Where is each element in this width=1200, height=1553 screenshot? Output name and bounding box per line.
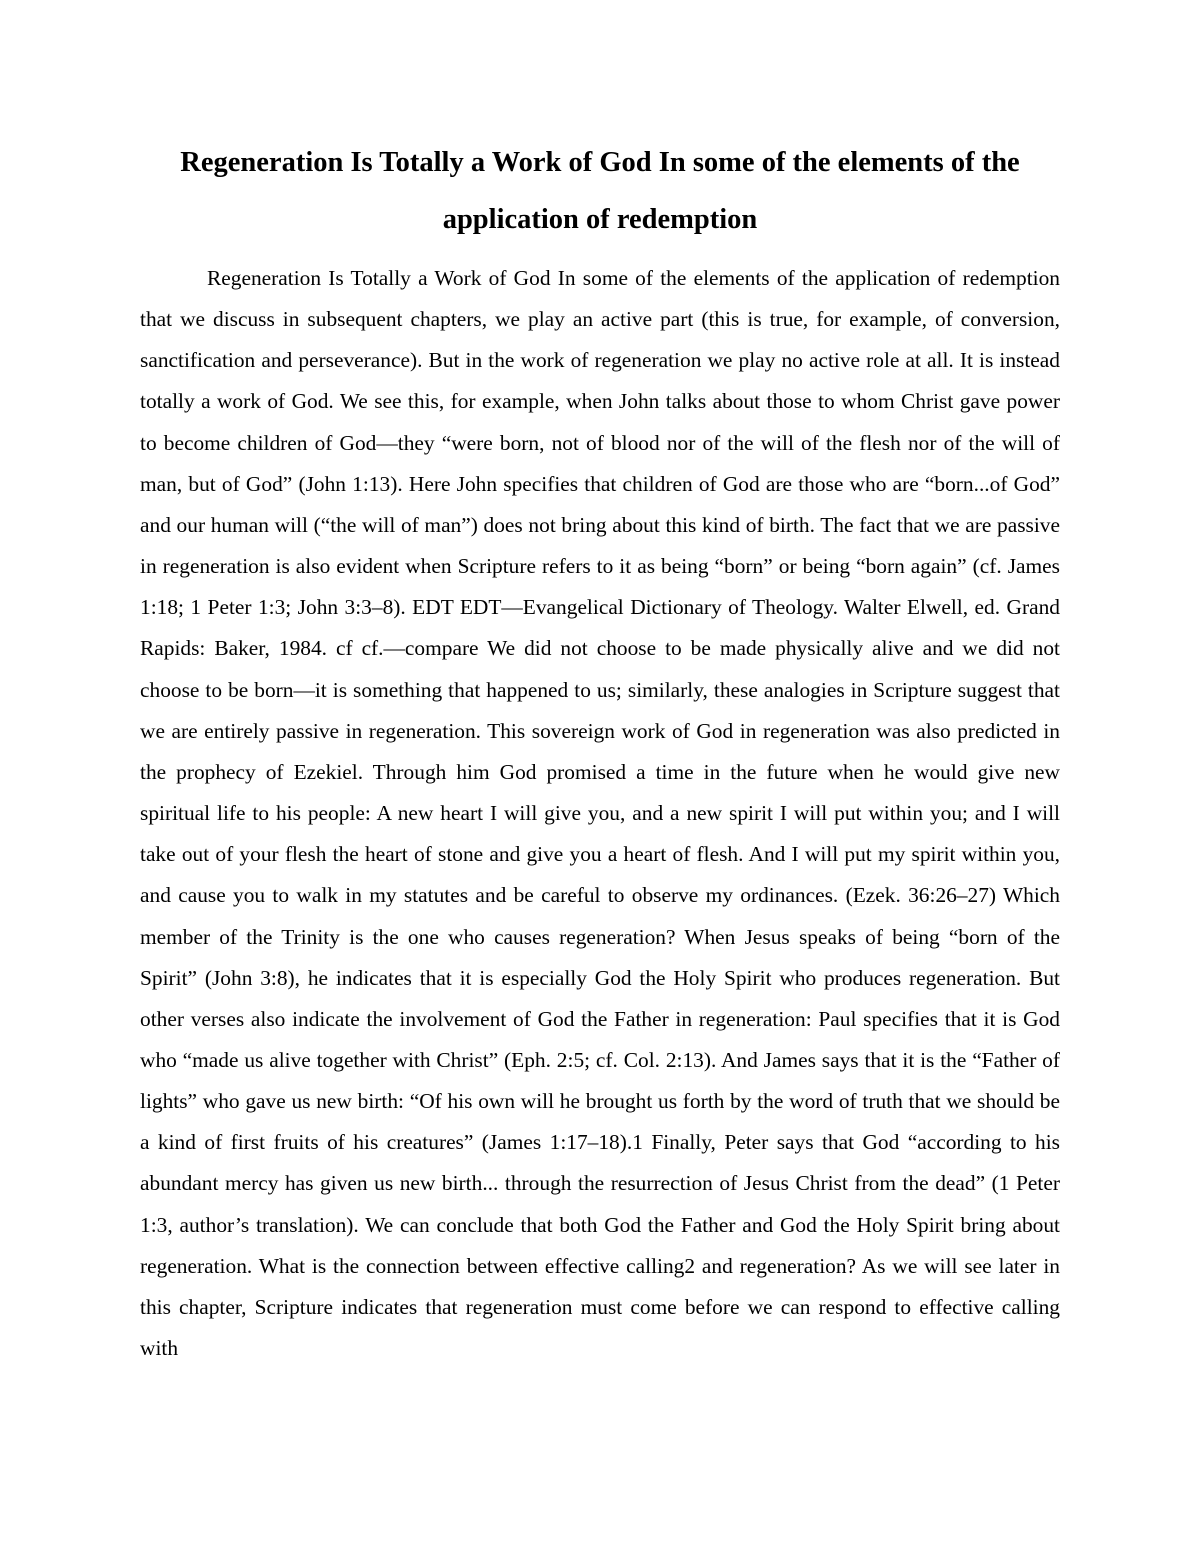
page-title: Regeneration Is Totally a Work of God In some of the elements of the application of redemption — [180, 147, 1020, 235]
body-paragraph: Regeneration Is Totally a Work of God In some of the elements of the application of redemption that we discuss in subsequent chapters, we play an active part (this is true, for example, of conversion, sanctification and perseverance). But in the work of regeneration we play no active role at all. It is instead totally a work of God. We see this, for example, when John talks about those to whom Christ gave power to become children of God—they “were born, not of blood nor of the will of the flesh nor of the will of man, but of God” (John 1:13). Here John specifies that children of God are those who are “born...of God” and our human will (“the will of man”) does not bring about this kind of birth. The fact that we are passive in regeneration is also evident when Scripture refers to it as being “born” or being “born again” (cf. James 1:18; 1 Peter 1:3; John 3:3–8). EDT EDT—Evangelical Dictionary of Theology. Walter Elwell, ed. Grand Rapids: Baker, 1984. cf cf.—compare We did not choose to be made physically alive and we did not choose to be born—it is something that happened to us; similarly, these analogies in Scripture suggest that we are entirely passive in regeneration. This sovereign work of God in regeneration was also predicted in the prophecy of Ezekiel. Through him God promised a time in the future when he would give new spiritual life to his people: A new heart I will give you, and a new spirit I will put within you; and I will take out of your flesh the heart of stone and give you a heart of flesh. And I will put my spirit within you, and cause you to walk in my statutes and be careful to observe my ordinances. (Ezek. 36:26–27) Which member of the Trinity is the one who causes regeneration? When Jesus speaks of being “born of the Spirit” (John 3:8), he indicates that it is especially God the Holy Spirit who produces regeneration. But other verses also indicate the involvement of God the Father in regeneration: Paul specifies that it is God who “made us alive together with Christ” (Eph. 2:5; cf. Col. 2:13). And James says that it is the “Father of lights” who gave us new birth: “Of his own will he brought us forth by the word of truth that we should be a kind of first fruits of his creatures” (James 1:17–18).1 Finally, Peter says that God “according to his abundant mercy has given us new birth... through the resurrection of Jesus Christ from the dead” (1 Peter 1:3, author’s translation). We can conclude that both God the Father and God the Holy Spirit bring about regeneration. What is the connection between effective calling2 and regeneration? As we will see later in this chapter, Scripture indicates that regeneration must come before we can respond to effective calling with — [140, 266, 1060, 1361]
